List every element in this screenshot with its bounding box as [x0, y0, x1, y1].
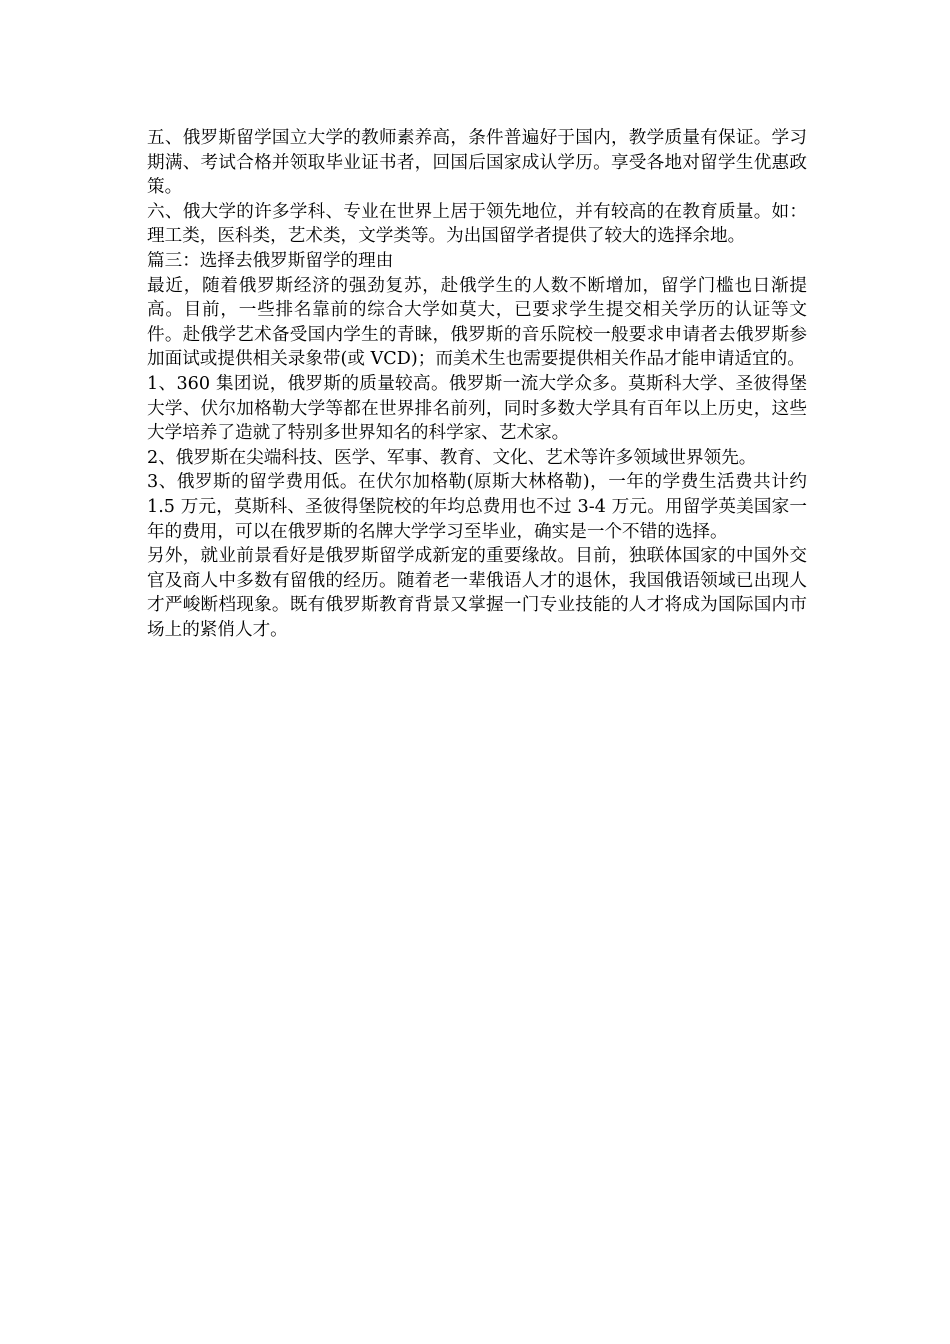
paragraph-intro: 最近，随着俄罗斯经济的强劲复苏，赴俄学生的人数不断增加，留学门槛也日渐提高。目前，一些排名靠前的综合大学如莫大，已要求学生提交相关学历的认证等文件。赴俄学艺术备受国内学生的青睐，俄罗斯的音乐院校一般要求申请者去俄罗斯参加面试或提供相关录象带(或 VCD)；而美术生也需要提供相关作品才能申请适宜的。 — [147, 275, 807, 370]
paragraph-point-2: 2、俄罗斯在尖端科技、医学、军事、教育、文化、艺术等许多领域世界领先。 — [147, 447, 757, 468]
document-body — [147, 126, 807, 642]
paragraph-point-1: 1、360 集团说，俄罗斯的质量较高。俄罗斯一流大学众多。莫斯科大学、圣彼得堡大学、伏尔加格勒大学等都在世界排名前列，同时多数大学具有百年以上历史，这些大学培养了造就了特别多世界知名的科学家、艺术家。 — [147, 373, 807, 444]
paragraph-conclusion: 另外，就业前景看好是俄罗斯留学成新宠的重要缘故。目前，独联体国家的中国外交官及商人中多数有留俄的经历。随着老一辈俄语人才的退休，我国俄语领域已出现人才严峻断档现象。既有俄罗斯教育背景又掌握一门专业技能的人才将成为国际国内市场上的紧俏人才。 — [147, 546, 807, 640]
paragraph-6: 六、俄大学的许多学科、专业在世界上居于领先地位，并有较高的在教育质量。如：理工类，医科类，艺术类，文学类等。为出国留学者提供了较大的选择余地。 — [147, 201, 807, 247]
paragraph-5: 五、俄罗斯留学国立大学的教师素养高，条件普遍好于国内，教学质量有保证。学习期满、考试合格并领取毕业证书者，回国后国家成认学历。享受各地对留学生优惠政策。 — [147, 128, 807, 198]
paragraph-point-3: 3、俄罗斯的留学费用低。在伏尔加格勒(原斯大林格勒)，一年的学费生活费共计约 1.5 万元，莫斯科、圣彼得堡院校的年均总费用也不过 3-4 万元。用留学英美国家一年的费用，可以在俄罗斯的名牌大学学习至毕业，确实是一个不错的选择。 — [147, 472, 807, 542]
section-heading: 篇三：选择去俄罗斯留学的理由 — [147, 250, 394, 271]
